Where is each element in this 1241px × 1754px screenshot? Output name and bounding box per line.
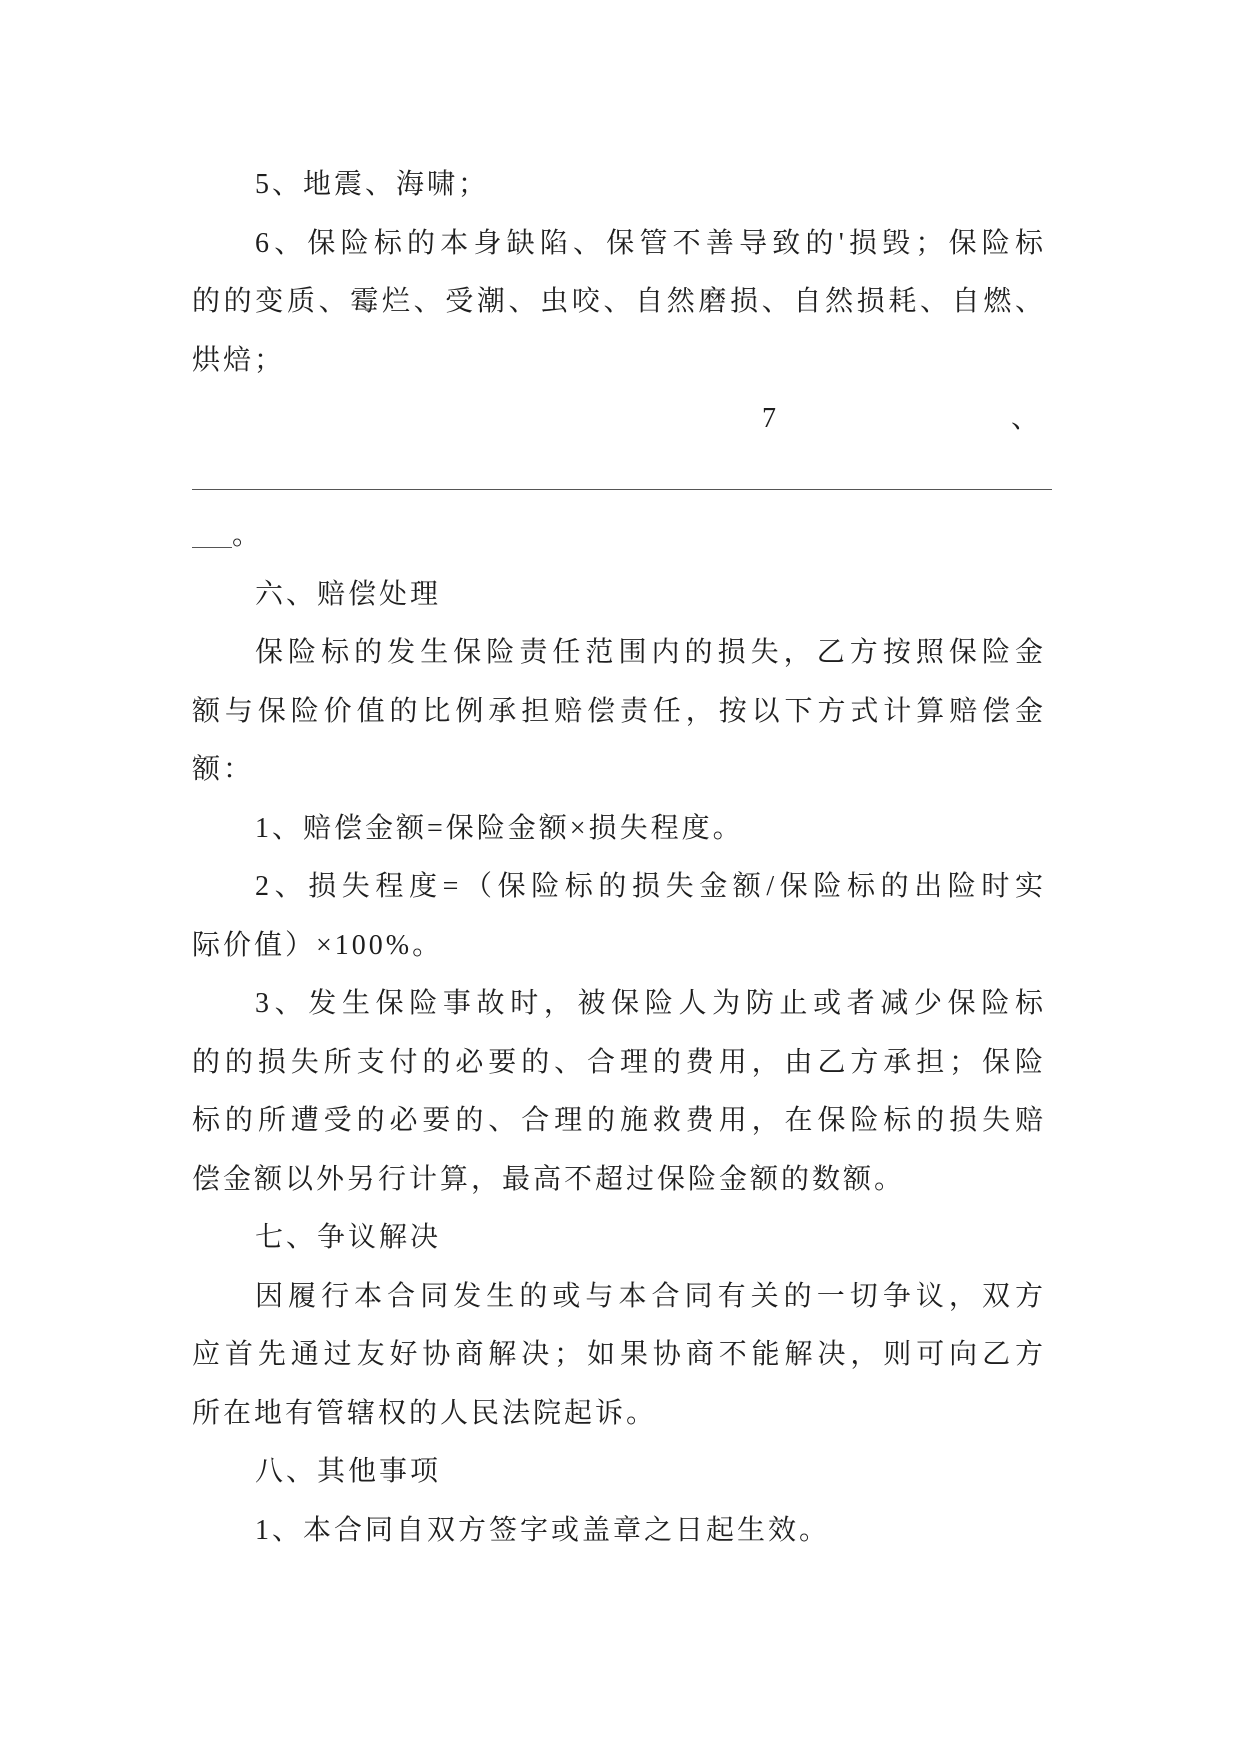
item-7-number: 7	[762, 403, 779, 434]
text-line: 际价值）×100%。	[192, 929, 444, 961]
text-line: 3、发生保险事故时，被保险人为防止或者减少保险标	[255, 988, 1046, 1019]
text-line: 5、地震、海啸；	[255, 169, 490, 200]
text-line: 烘焙；	[192, 344, 286, 376]
item-7-separator: 、	[1010, 403, 1042, 434]
contract-sections	[192, 566, 1046, 1561]
document-page	[192, 156, 1046, 1560]
exclusions-list	[192, 156, 1046, 390]
text-line: 应首先通过友好协商解决；如果协商不能解决，则可向乙方	[192, 1339, 1046, 1370]
text-line: 七、争议解决	[255, 1222, 442, 1253]
text-line: 保险标的发生保险责任范围内的损失，乙方按照保险金	[255, 637, 1046, 668]
text-line: 6、保险标的本身缺陷、保管不善导致的'损毁；保险标	[255, 227, 1046, 259]
text-line: 因履行本合同发生的或与本合同有关的一切争议，双方	[255, 1280, 1046, 1312]
blank-underline	[192, 449, 1046, 508]
text-line: 六、赔偿处理	[255, 578, 442, 610]
underline-rule	[192, 489, 1052, 490]
blank-end-punct: 。	[232, 520, 264, 551]
text-line: 额：	[192, 754, 255, 785]
blank-underline-end	[192, 507, 1046, 566]
text-line: 的的损失所支付的必要的、合理的费用，由乙方承担；保险	[192, 1046, 1046, 1078]
text-line: 额与保险价值的比例承担赔偿责任，按以下方式计算赔偿金	[192, 695, 1046, 727]
text-line: 1、赔偿金额=保险金额×损失程度。	[255, 812, 744, 844]
text-line: 标的所遭受的必要的、合理的施救费用，在保险标的损失赔	[192, 1105, 1046, 1136]
item-7-line	[192, 390, 1046, 449]
text-line: 2、损失程度=（保险标的损失金额/保险标的出险时实	[255, 871, 1046, 902]
underline-rule-short	[192, 547, 232, 548]
text-line: 八、其他事项	[255, 1456, 442, 1487]
text-line: 1、本合同自双方签字或盖章之日起生效。	[255, 1514, 831, 1546]
text-line: 所在地有管辖权的人民法院起诉。	[192, 1397, 658, 1429]
text-line: 的的变质、霉烂、受潮、虫咬、自然磨损、自然损耗、自燃、	[192, 286, 1046, 317]
text-line: 偿金额以外另行计算，最高不超过保险金额的数额。	[192, 1163, 906, 1195]
